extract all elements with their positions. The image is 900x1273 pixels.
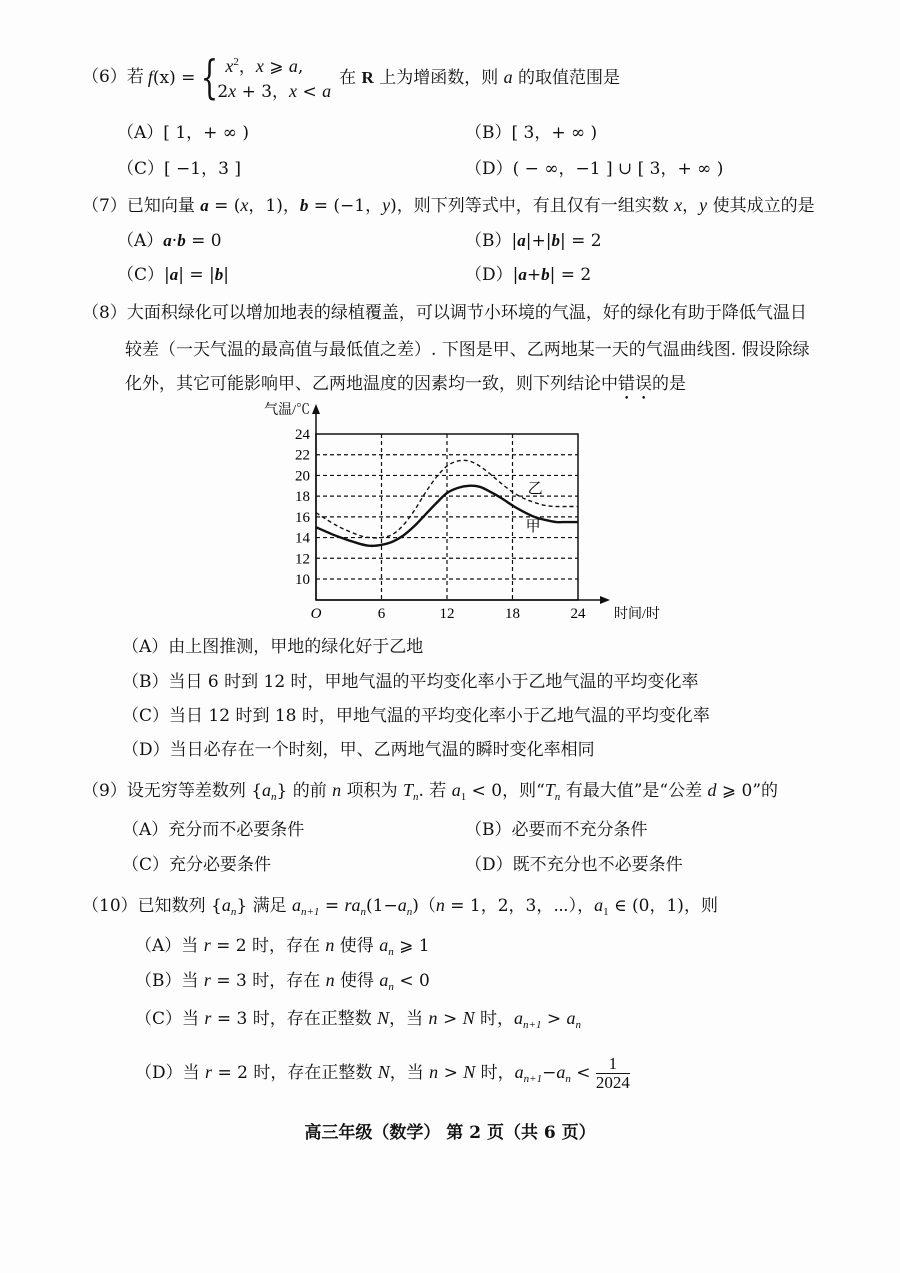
- text-segment: n: [230, 906, 237, 918]
- text-segment: } 的前: [276, 781, 333, 801]
- text-segment: a: [518, 265, 527, 284]
- q7-option-a: [117, 230, 222, 252]
- text-segment: =: [319, 896, 345, 916]
- q10-option-b: [135, 969, 430, 998]
- text-segment: ，当: [389, 1009, 429, 1029]
- x-axis-label: 时间/时: [614, 607, 660, 622]
- text-segment: 使得: [334, 936, 380, 956]
- text-segment: （B）当日 6 时到 12 时，甲地气温的平均变化率小于乙地气温的平均变化率: [122, 672, 699, 692]
- q6-option-d: [465, 158, 723, 180]
- text-segment: （C）充分必要条件: [122, 855, 272, 875]
- text-segment: b: [551, 231, 560, 250]
- text-segment: n: [429, 1062, 439, 1082]
- text-segment: |+|: [525, 231, 552, 251]
- text-segment: （A）当: [135, 936, 204, 956]
- q6-number: （6）若: [82, 67, 144, 87]
- q6-option-a: [117, 122, 249, 144]
- text-segment: = 3 时，存在: [210, 971, 326, 991]
- text-segment: （D）当: [135, 1063, 206, 1083]
- text-segment: = 0: [185, 231, 222, 251]
- text-segment: n+1: [523, 1073, 543, 1085]
- text-segment: ra: [344, 895, 361, 915]
- y-tick-label: 20: [295, 468, 310, 485]
- fraction-denominator: 2024: [595, 1073, 630, 1092]
- text-segment: T: [402, 780, 413, 800]
- q10-option-c: [135, 1007, 581, 1036]
- text-segment: (x) =: [152, 67, 196, 88]
- text-segment: 2: [233, 56, 239, 68]
- y-tick-label: 18: [295, 489, 310, 506]
- text-segment: （C）|: [117, 265, 170, 285]
- text-segment: < 0，则“: [466, 781, 545, 801]
- text-segment: = 3 时，存在正整数: [211, 1009, 378, 1029]
- text-segment: 时，: [474, 1009, 515, 1029]
- text-segment: n: [565, 1073, 571, 1085]
- text-segment: 时，: [475, 1063, 515, 1083]
- q8-option-d: [122, 739, 595, 761]
- text-segment: a: [556, 1062, 566, 1082]
- text-segment: | = 2: [559, 231, 602, 251]
- text-segment: （A）充分而不必要条件: [122, 820, 305, 840]
- text-segment: N: [463, 1062, 476, 1082]
- text-segment: （D）( − ∞，−1 ] ∪ [ 3，+ ∞ ): [465, 159, 724, 179]
- text-segment: n: [332, 780, 342, 800]
- text-segment: （10）已知数列 {: [82, 896, 222, 916]
- text-segment: 较差（一天气温的最高值与最低值之差）. 下图是甲、乙两地某一天的气温曲线图. 假设除绿: [125, 340, 810, 360]
- q9-option-b: [465, 819, 648, 841]
- text-segment: N: [462, 1008, 475, 1028]
- text-segment: T: [544, 780, 555, 800]
- text-segment: n: [435, 895, 445, 915]
- text-segment: （B）[ 3，+ ∞ ): [465, 123, 598, 143]
- text-segment: r: [204, 1008, 212, 1028]
- text-segment: ∈ (0，1)，则: [608, 896, 718, 916]
- text-segment: n: [325, 935, 335, 955]
- text-segment: 1: [603, 906, 609, 918]
- q10-option-d: [135, 1055, 630, 1092]
- q9-option-a: [122, 819, 304, 841]
- text-segment: x: [289, 81, 298, 101]
- text-segment: 化外，其它可能影响甲、乙两地温度的因素均一致，则下列结论中: [125, 374, 618, 394]
- x-tick-label: 18: [505, 606, 520, 622]
- text-segment: )（: [412, 896, 436, 916]
- text-segment: a: [566, 1008, 576, 1028]
- text-segment: b: [177, 231, 186, 250]
- text-segment: （C）[ −1，3 ]: [117, 159, 241, 179]
- text-segment: （B）|: [465, 231, 518, 251]
- text-segment: >: [438, 1063, 464, 1083]
- q6-case-2: [217, 79, 331, 104]
- text-segment: n: [554, 791, 561, 803]
- text-segment: n: [325, 970, 335, 990]
- text-segment: （B）当: [135, 971, 204, 991]
- text-segment: ·: [171, 231, 178, 251]
- text-segment: 项积为: [341, 781, 403, 801]
- text-segment: （C）当日 12 时到 18 时，甲地气温的平均变化率小于乙地气温的平均变化率: [122, 706, 710, 726]
- text-segment: | = |: [178, 265, 215, 285]
- text-segment: |: [223, 265, 229, 285]
- text-segment: r: [203, 970, 211, 990]
- text-segment: （A）[ 1，+ ∞ ): [117, 123, 249, 143]
- text-segment: +: [526, 265, 542, 285]
- q8-option-c: [122, 705, 710, 727]
- text-segment: y: [382, 195, 391, 215]
- text-segment: + 3，: [236, 82, 290, 102]
- text-segment: （8）大面积绿化可以增加地表的绿植覆盖，可以调节小环境的气温，好的绿化有助于降低气温日: [82, 303, 807, 323]
- text-segment: （9）设无穷等差数列 {: [82, 781, 263, 801]
- text-segment: | = 2: [549, 265, 592, 285]
- text-segment: ，当: [389, 1063, 430, 1083]
- text-segment: a: [163, 231, 172, 250]
- y-axis-label: 气温/℃: [264, 403, 310, 418]
- text-segment: ，: [238, 57, 256, 77]
- q8-option-b: [122, 671, 699, 693]
- x-tick-label: 12: [439, 606, 455, 622]
- text-segment: （D）当日必存在一个时刻，甲、乙两地气温的瞬时变化率相同: [122, 740, 595, 760]
- text-segment: 有最大值”是“公差: [560, 781, 708, 801]
- text-segment: d: [707, 780, 717, 800]
- q7-option-d: [465, 264, 591, 286]
- text-segment: a: [322, 81, 332, 101]
- text-segment: y: [699, 195, 708, 215]
- text-segment: n+1: [300, 906, 320, 918]
- origin-label: O: [310, 606, 322, 622]
- text-segment: （D）|: [465, 265, 519, 285]
- text-segment: = (−1，: [308, 196, 383, 216]
- text-segment: a: [221, 895, 231, 915]
- y-tick-label: 24: [295, 427, 310, 443]
- q8-option-a: [122, 636, 423, 658]
- y-tick-label: 14: [295, 530, 310, 547]
- text-segment: n+1: [523, 1019, 542, 1031]
- y-tick-label: 10: [295, 572, 310, 588]
- text-segment: < 0: [393, 971, 430, 991]
- x-tick-label: 24: [570, 606, 586, 622]
- text-segment: n: [271, 791, 277, 803]
- q7-option-c: [117, 264, 229, 286]
- q6-cases: [217, 50, 331, 104]
- text-segment: x: [674, 195, 683, 215]
- text-segment: b: [214, 265, 224, 284]
- text-segment: = 1，2，3，⋯），: [444, 896, 595, 916]
- text-segment: n: [575, 1019, 582, 1031]
- text-segment: n: [388, 946, 394, 958]
- text-segment: <: [570, 1063, 596, 1083]
- x-tick-label: 6: [377, 606, 386, 622]
- q6-stem-tail: [339, 66, 620, 89]
- text-segment: ⩾ 0”的: [716, 781, 779, 801]
- text-segment: n: [413, 791, 419, 803]
- text-segment: −: [542, 1063, 557, 1083]
- q8-stem-line-1: [82, 302, 807, 324]
- text-segment: a: [514, 1062, 524, 1082]
- q9-stem: [82, 779, 778, 808]
- text-segment: x: [255, 56, 264, 76]
- text-segment: b: [299, 196, 309, 215]
- text-segment: 在: [339, 67, 362, 88]
- series-label-jia: 甲: [525, 519, 541, 536]
- q10-option-a: [135, 934, 430, 963]
- text-segment: . 若: [418, 781, 452, 801]
- text-segment: = 2 时，存在: [210, 936, 326, 956]
- text-segment: n: [388, 981, 394, 993]
- text-segment: x: [228, 81, 237, 101]
- text-segment: a: [517, 231, 526, 250]
- text-segment: = 2 时，存在正整数: [212, 1063, 378, 1083]
- q6-option-b: [465, 122, 597, 144]
- text-segment: x: [225, 56, 234, 76]
- text-segment: (1−: [366, 896, 398, 916]
- text-segment: a: [169, 265, 179, 284]
- text-segment: x: [240, 195, 249, 215]
- text-segment: r: [203, 935, 211, 955]
- text-segment: 错误: [618, 374, 652, 394]
- text-segment: （A）: [117, 231, 164, 251]
- q6-stem: [82, 50, 620, 104]
- text-segment: )，则下列等式中，有且仅有一组实数: [390, 196, 675, 216]
- text-segment: a: [262, 780, 272, 800]
- text-segment: >: [437, 1009, 463, 1029]
- fraction: [596, 1055, 630, 1092]
- q10-option-d-text: [135, 1063, 596, 1083]
- y-tick-label: 12: [295, 551, 310, 568]
- text-segment: } 满足: [236, 896, 292, 916]
- fraction-numerator: 1: [596, 1055, 630, 1074]
- text-segment: 使其成立的是: [707, 196, 815, 216]
- text-segment: f: [147, 66, 153, 87]
- text-segment: r: [205, 1062, 213, 1082]
- text-segment: 2: [217, 82, 229, 102]
- text-segment: b: [541, 265, 550, 284]
- text-segment: a: [503, 66, 513, 87]
- text-segment: a: [379, 970, 389, 990]
- text-segment: （C）当: [135, 1009, 205, 1029]
- series-label-yi: 乙: [527, 481, 543, 498]
- text-segment: >: [541, 1009, 567, 1029]
- piecewise-brace: {: [200, 50, 219, 104]
- text-segment: = (: [208, 196, 241, 216]
- text-segment: a: [288, 56, 298, 76]
- q6-case-1: [217, 50, 331, 79]
- text-segment: ⩾: [263, 57, 289, 77]
- text-segment: 使得: [334, 971, 380, 991]
- y-tick-label: 22: [295, 447, 310, 464]
- page-footer: 高三年级（数学） 第 2 页（共 6 页）: [304, 1123, 596, 1143]
- text-segment: a: [291, 895, 301, 915]
- q9-option-c: [122, 854, 271, 876]
- text-segment: （A）由上图推测，甲地的绿化好于乙地: [122, 637, 424, 657]
- temperature-chart: [260, 400, 690, 625]
- q8-stem-line-2: [125, 339, 810, 361]
- text-segment: n: [360, 906, 366, 918]
- text-segment: （B）必要而不充分条件: [465, 820, 648, 840]
- text-segment: a: [594, 895, 604, 915]
- text-segment: R: [361, 67, 374, 87]
- text-segment: a: [200, 196, 209, 215]
- text-segment: n: [406, 906, 413, 918]
- text-segment: a: [514, 1008, 524, 1028]
- text-segment: a: [397, 895, 407, 915]
- text-segment: 上为增函数，则: [373, 67, 504, 88]
- q7-option-b: [465, 230, 602, 252]
- q6-option-c: [117, 158, 241, 180]
- y-axis-arrow: [312, 404, 320, 414]
- q10-stem: [82, 894, 718, 923]
- text-segment: a: [379, 935, 389, 955]
- q6-function: [148, 66, 196, 89]
- q7-stem: [82, 194, 815, 217]
- text-segment: <: [297, 82, 323, 102]
- text-segment: N: [377, 1008, 390, 1028]
- text-segment: （7）已知向量: [82, 196, 201, 216]
- text-segment: N: [377, 1062, 390, 1082]
- q9-option-d: [465, 854, 683, 876]
- text-segment: a: [451, 780, 461, 800]
- text-segment: 的是: [652, 374, 686, 394]
- text-segment: 1: [460, 791, 467, 803]
- text-segment: ,: [297, 57, 304, 77]
- text-segment: 的取值范围是: [512, 67, 621, 88]
- x-axis-arrow: [600, 596, 610, 604]
- text-segment: ⩾ 1: [393, 936, 430, 956]
- y-tick-label: 16: [295, 509, 310, 526]
- text-segment: （D）既不充分也不必要条件: [465, 855, 683, 875]
- text-segment: n: [428, 1008, 438, 1028]
- text-segment: ，: [682, 196, 700, 216]
- text-segment: ，1)，: [248, 196, 300, 216]
